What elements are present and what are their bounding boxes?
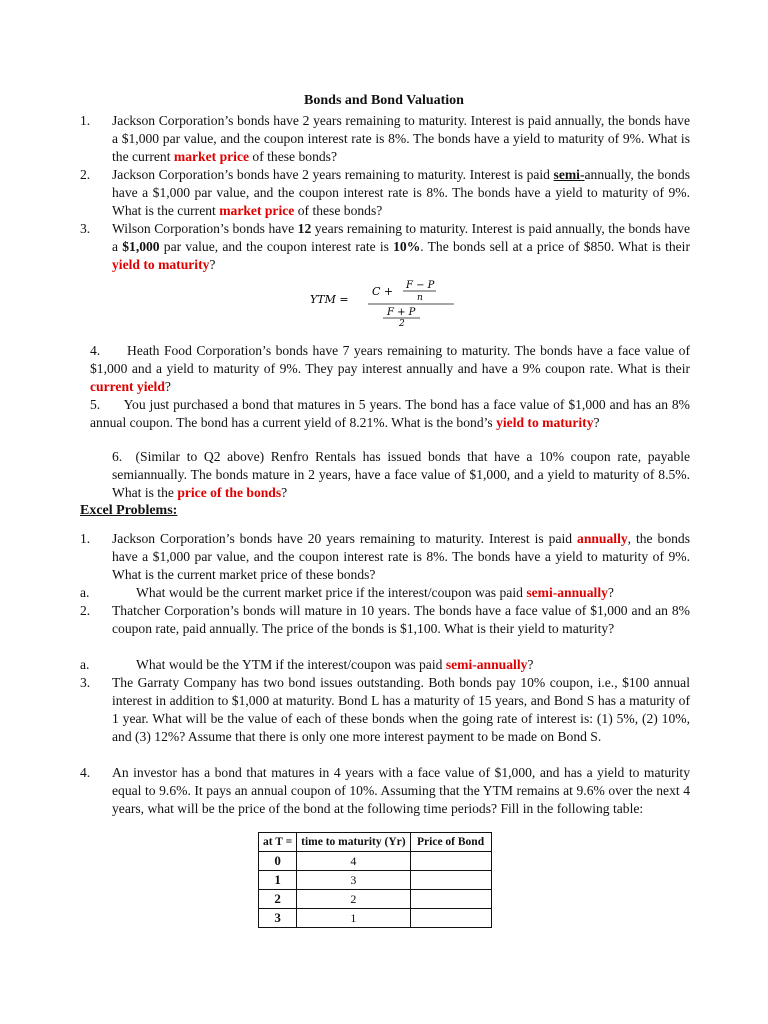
highlight: semi-annually [445,657,528,672]
problem-number: 4. [80,765,91,780]
problem-number: 1. [80,531,91,546]
formula-n: n [417,293,423,303]
highlight: current yield [90,379,165,394]
problem-2 [80,166,690,220]
problem-4: 4. Heath Food Corporation’s bonds have 7 years remaining to maturity. The bonds have a face value of $1,000 and a yield to maturity of 9%. They pay interest annually and have a 9% coupon rate. What is their current yield? [90,343,690,394]
excel-problem-1 [80,530,690,584]
problem-text: The Garraty Company has two bond issues outstanding. Both bonds pay 10% coupon, i.e., $100 annual interest in addition to $1,000 at maturity. Bond L has a maturity of 15 years, and Bond S has a maturity of 1 year. What will be the value of each of these bonds when the going rate of interest is: (1) 5%, (2) 10%, and (3) 12%? Assume that there is only one more interest payment to be made on Bond S. [112,675,690,744]
table-row [259,852,492,871]
header-at-t: at T = [259,833,297,852]
header-price-of-bond: Price of Bond [410,833,491,852]
problem-text: Wilson Corporation’s bonds have 12 years remaining to maturity. Interest is paid annually, the bonds have a $1,000 par value, and the coupon interest rate is 10%. The bonds sell at a price of $850. What is their yield to maturity? [112,221,691,272]
problem-number: 4. [90,343,101,358]
problem-number: 5. [90,397,101,412]
problem-text: Jackson Corporation’s bonds have 20 years remaining to maturity. Interest is paid annually, the bonds have a $1,000 par value, and the coupon interest rate is 8%. The bonds have a yield to maturity of 9%. What is the current market price of these bonds? [112,531,691,582]
highlight: yield to maturity [496,415,594,430]
excel-problem-2 [80,602,690,638]
highlight: semi-annually [526,585,608,600]
table-row [259,909,492,928]
underlined-text: semi- [553,167,585,182]
cell-t: 3 [259,909,297,928]
problem-5: 5. You just purchased a bond that matures in 5 years. The bond has a face value of $1,000 and has an 8% annual coupon. The bond has a current yield of 8.21%. What is the bond’s yield to maturity? [90,397,691,430]
problem-text: An investor has a bond that matures in 4 years with a face value of $1,000, and has a yield to maturity equal to 9.6%. It pays an annual coupon of 10%. Assuming that the YTM remains at 9.6% over the next 4 years, what will be the price of the bond at the following time periods? Fill in the following table: [112,765,690,816]
cell-t: 2 [259,890,297,909]
problem-3 [80,220,690,274]
problem-number: a. [80,657,90,672]
excel-problem-3 [80,674,690,746]
header-time-to-maturity: time to maturity (Yr) [297,833,410,852]
problem-number: 2. [80,167,91,182]
formula-denominator: F + P [387,307,416,318]
cell-ttm: 4 [297,852,410,871]
formula-c-plus: C + [372,285,394,298]
cell-price[interactable] [410,871,491,890]
formula-graphic [310,276,460,326]
excel-problem-1a [80,584,690,602]
page-title: Bonds and Bond Valuation [304,93,464,108]
highlight: annually [577,531,628,546]
highlight: price of the bonds [177,485,282,500]
problem-text: What would be the current market price if the interest/coupon was paid semi-annually? [136,585,614,600]
highlight: yield to maturity [112,257,210,272]
bond-price-table [258,832,492,928]
excel-problem-2a [80,656,690,674]
problem-6 [80,448,690,502]
cell-price[interactable] [410,852,491,871]
problem-text: What would be the YTM if the interest/coupon was paid semi-annually? [136,657,534,672]
problem-number: 3. [80,221,91,236]
problem-text: Thatcher Corporation’s bonds will mature in 10 years. The bonds have a face value of $1,000 and an 8% coupon rate, paid annually. The price of the bonds is $1,100. What is their yield to maturity? [112,603,690,636]
formula-numerator: F − P [406,280,435,291]
cell-price[interactable] [410,890,491,909]
problem-number: 2. [80,603,91,618]
problem-number: 3. [80,675,91,690]
formula-two: 2 [399,319,405,326]
highlight: market price [219,203,295,218]
cell-t: 1 [259,871,297,890]
problem-text: Jackson Corporation’s bonds have 2 years remaining to maturity. Interest is paid semi-annually, the bonds have a $1,000 par value, and the coupon interest rate is 8%. The bonds have a yield to maturity of 9%. What is the current market price of these bonds? [112,167,690,218]
cell-ttm: 3 [297,871,410,890]
problem-1 [80,112,690,166]
table-header-row [259,833,492,852]
problem-number: 6. [112,449,123,464]
problem-number: a. [80,585,90,600]
excel-problems-heading: Excel Problems: [80,503,178,518]
table-row [259,890,492,909]
cell-price[interactable] [410,909,491,928]
problem-text: Jackson Corporation’s bonds have 2 years remaining to maturity. Interest is paid annually, the bonds have a $1,000 par value, and the coupon interest rate is 8%. The bonds have a yield to maturity of 9%. What is the current market price of these bonds? [112,113,690,164]
formula-lhs: YTM = [310,293,349,306]
excel-problem-4 [80,764,690,818]
cell-t: 0 [259,852,297,871]
ytm-formula [310,276,460,332]
cell-ttm: 2 [297,890,410,909]
cell-ttm: 1 [297,909,410,928]
problem-text: 6. (Similar to Q2 above) Renfro Rentals has issued bonds that have a 10% coupon rate, payable semiannually. The bonds mature in 2 years, have a face value of $1,000, and a yield to maturity of 8.5%. What is the price of the bonds? [112,449,691,500]
table-row [259,871,492,890]
problem-number: 1. [80,113,91,128]
highlight: market price [173,149,250,164]
